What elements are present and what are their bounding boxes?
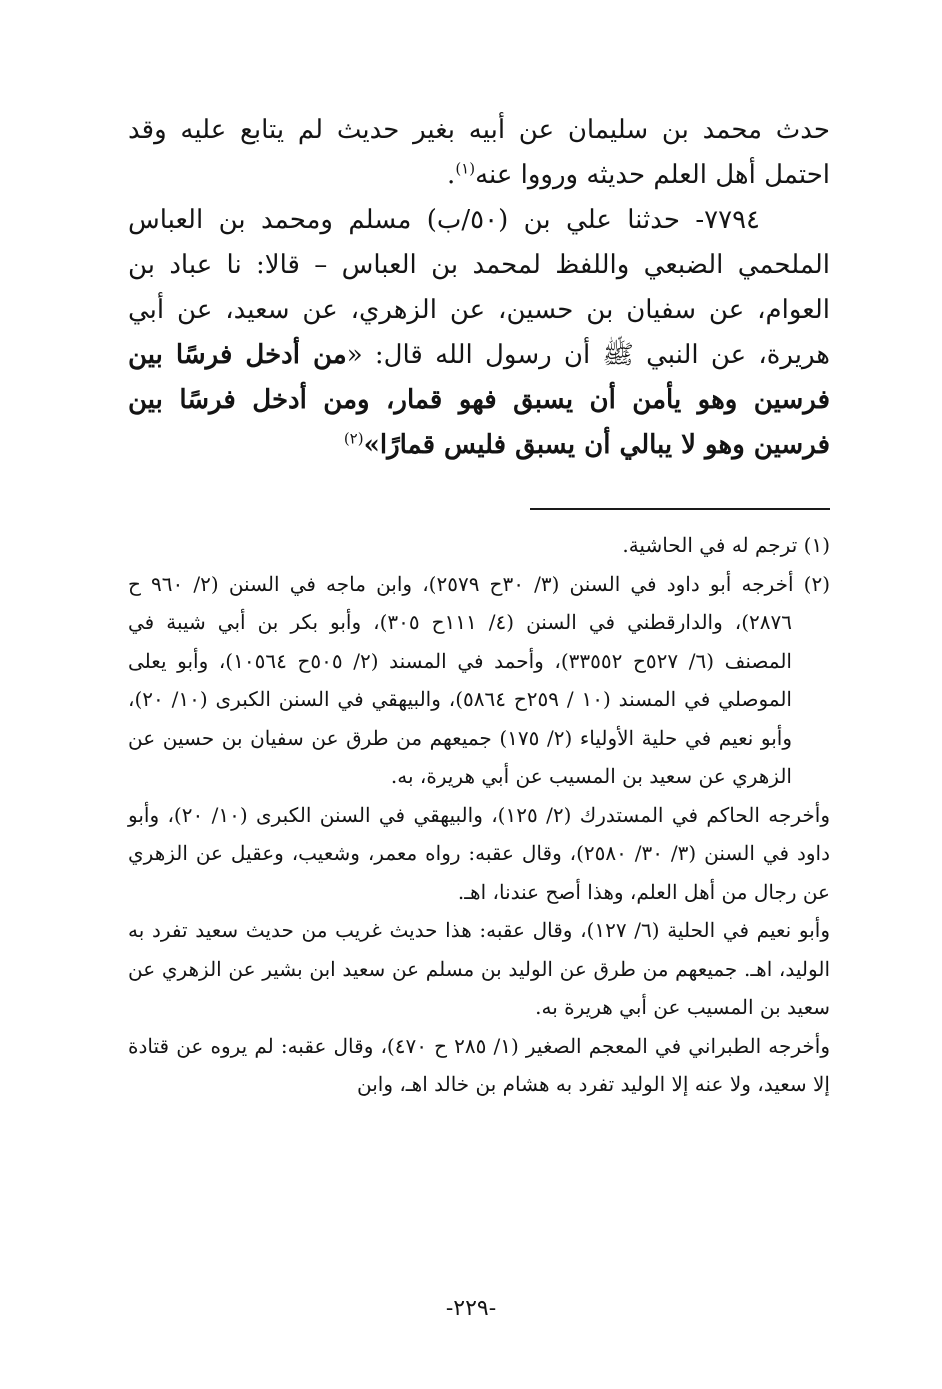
hadith-paragraph: ٧٧٩٤- حدثنا علي بن (٥٠/ب) مسلم ومحمد بن العباس الملحمي الضبعي واللفظ لمحمد بن العباس – قالا: نا عباد بن العوام، عن سفيان بن حسين، عن الزهري، عن سعيد، عن أبي هريرة، عن النبي ﷺ أن رسول الله قال: «من أدخل فرسًا بين فرسين وهو يأمن أن يسبق فهو قمار، ومن أدخل فرسًا بين فرسين وهو لا يبالي أن يسبق فليس قمارًا»$^{(٢)}$ xyxy=(128,205,831,460)
page-number: -٢٢٩- xyxy=(445,1296,497,1321)
footnote-1: (١) ترجم له في الحاشية. xyxy=(622,533,830,557)
footnote-2-continued: وأخرجه الطبراني في المعجم الصغير (١/ ٢٨٥ ح ٤٧٠)، وقال عقبه: لم يروه عن قتادة إلا سعيد، ولا عنه إلا الوليد تفرد به هشام بن خالد اهـ، وابن xyxy=(128,1033,831,1096)
footnotes xyxy=(128,526,830,1104)
footnote-2-continued: وأبو نعيم في الحلية (٦/ ١٢٧)، وقال عقبه: هذا حديث غريب من حديث سعيد تفرد به الوليد، اهـ. جميعهم من طرق عن الوليد بن مسلم عن سعيد ابن بشير عن الزهري عن سعيد بن المسيب عن أبي هريرة به. xyxy=(128,918,830,1019)
main-text xyxy=(128,108,830,468)
footnote-2: (٢) أخرجه أبو داود في السنن (٣/ ٣٠ح ٢٥٧٩)، وابن ماجه في السنن (٢/ ٩٦٠ ح ٢٨٧٦)، والدارقطني في السنن (٤/ ١١١ح ٣٠٥)، وأبو بكر بن أبي شيبة في المصنف (٦/ ٥٢٧ح ٣٣٥٥٢)، وأحمد في المسند (٢/ ٥٠٥ح ١٠٥٦٤)، وأبو يعلى الموصلي في المسند (١٠ / ٢٥٩ح ٥٨٦٤)، والبيهقي في السنن الكبرى (١٠/ ٢٠)، وأبو نعيم في حلية الأولياء (٢/ ١٧٥) جميعهم من طرق عن سفيان بن حسين عن الزهري عن سعيد بن المسيب عن أبي هريرة، به. xyxy=(128,571,830,788)
hadith-text: من أدخل فرسًا بين فرسين وهو يأمن أن يسبق فهو قمار، ومن أدخل فرسًا بين فرسين وهو لا يبالي أن يسبق فليس قمارًا xyxy=(128,340,830,460)
footnote-2-continued: وأخرجه الحاكم في المستدرك (٢/ ١٢٥)، والبيهقي في السنن الكبرى (١٠/ ٢٠)، وأبو داود في السنن (٣/ ٣٠/ ٢٥٨٠)، وقال عقبه: رواه معمر، وشعيب، وعقيل عن الزهري عن رجال من أهل العلم، وهذا أصح عندنا، اهـ. xyxy=(128,802,830,904)
footnote-ref-2: (٢) xyxy=(343,429,364,448)
footnote-ref-1: (١) xyxy=(455,159,476,178)
footnote-separator xyxy=(530,508,830,510)
paragraph-1: حدث محمد بن سليمان عن أبيه بغير حديث لم يتابع عليه وقد احتمل أهل العلم حديثه ورووا عنه$^{(١)}$. xyxy=(128,115,830,190)
page-body xyxy=(128,108,830,1348)
